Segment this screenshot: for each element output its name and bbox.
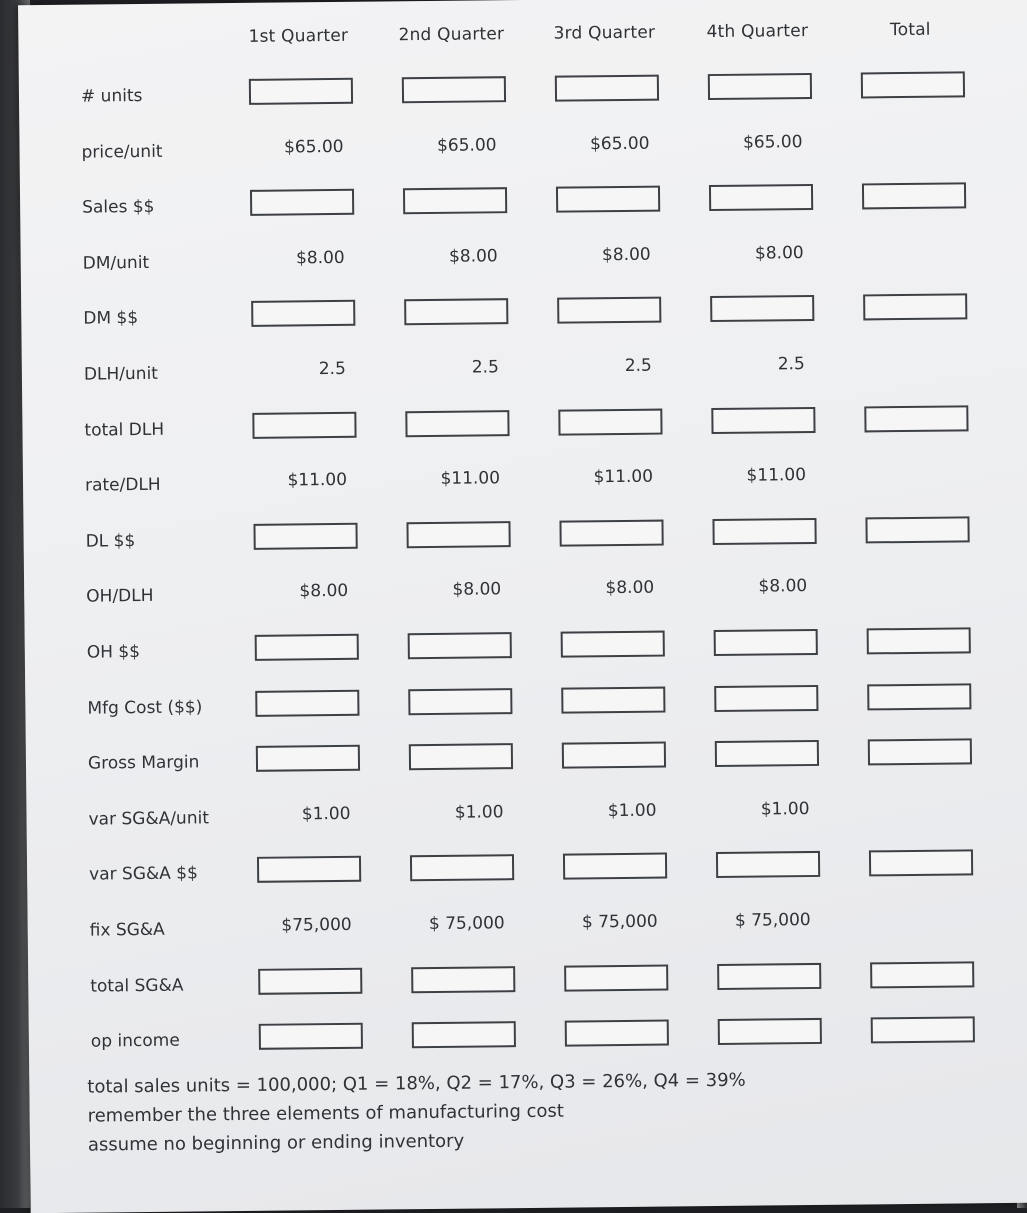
row-label: fix SG&A	[89, 919, 165, 941]
row-label: OH/DLH	[86, 586, 154, 607]
answer-box[interactable]	[252, 411, 356, 438]
given-value: $65.00	[742, 131, 803, 153]
answer-box-outline	[557, 297, 661, 324]
answer-box[interactable]	[862, 183, 966, 210]
given-value: $1.00	[454, 802, 504, 823]
answer-box-outline	[869, 850, 973, 877]
answer-box[interactable]	[710, 295, 814, 322]
given-value: $75,000	[281, 914, 352, 936]
answer-box-outline	[409, 743, 513, 770]
answer-box[interactable]	[408, 688, 512, 715]
answer-box[interactable]	[871, 1017, 975, 1044]
given-value-cell	[562, 797, 666, 824]
row-label: op income	[90, 1030, 180, 1052]
given-value: 2.5	[777, 354, 805, 375]
worksheet-row	[28, 956, 1027, 1007]
answer-box[interactable]	[562, 742, 666, 769]
answer-box-outline	[405, 410, 509, 437]
answer-box-outline	[718, 1018, 822, 1045]
answer-box[interactable]	[564, 964, 668, 991]
answer-box-outline	[710, 295, 814, 322]
answer-box-outline	[562, 742, 666, 769]
answer-box-outline	[561, 631, 665, 658]
given-value: $65.00	[436, 134, 497, 156]
column-header-total: Total	[889, 19, 931, 41]
answer-box-outline	[252, 411, 356, 438]
given-value: $11.00	[440, 468, 501, 490]
answer-box[interactable]	[403, 187, 507, 214]
worksheet-row	[22, 400, 1027, 451]
answer-box[interactable]	[868, 739, 972, 766]
worksheet-row	[28, 901, 1027, 952]
answer-box-outline	[717, 963, 821, 990]
answer-box[interactable]	[715, 740, 819, 767]
given-value-cell	[717, 907, 821, 934]
row-label: var SG&A $$	[89, 863, 199, 885]
note-line: assume no beginning or ending inventory	[87, 1130, 465, 1156]
answer-box-outline	[555, 75, 659, 102]
worksheet-row	[19, 67, 1027, 118]
answer-box-outline	[861, 71, 965, 98]
answer-box[interactable]	[711, 407, 815, 434]
given-value: $11.00	[593, 466, 654, 488]
answer-box-outline	[564, 964, 668, 991]
answer-box-outline	[862, 183, 966, 210]
given-value: $1.00	[607, 800, 657, 821]
answer-box-outline	[867, 627, 971, 654]
given-value: $8.00	[295, 247, 345, 269]
answer-box-outline	[714, 629, 818, 656]
answer-box[interactable]	[257, 856, 361, 883]
row-label: price/unit	[81, 141, 163, 163]
given-value-cell	[715, 796, 819, 823]
given-value: $ 75,000	[734, 910, 811, 931]
answer-box-outline	[257, 856, 361, 883]
answer-box[interactable]	[712, 518, 816, 545]
given-value-cell	[712, 462, 816, 489]
answer-box[interactable]	[557, 297, 661, 324]
given-value: $11.00	[287, 470, 348, 491]
given-value-cell	[407, 577, 511, 604]
given-value: $11.00	[746, 465, 807, 486]
row-label: DM $$	[83, 308, 139, 330]
row-label: # units	[80, 85, 143, 107]
answer-box-outline	[408, 632, 512, 659]
answer-box-outline	[864, 405, 968, 432]
answer-box[interactable]	[255, 689, 359, 716]
given-value-cell	[559, 464, 663, 491]
answer-box[interactable]	[255, 634, 359, 661]
given-value-cell	[406, 465, 510, 492]
given-value: 2.5	[471, 357, 499, 378]
worksheet-row	[26, 789, 1027, 840]
answer-box[interactable]	[408, 632, 512, 659]
given-value-cell	[254, 578, 358, 605]
answer-box[interactable]	[405, 410, 509, 437]
answer-box-outline	[714, 685, 818, 712]
given-value-cell	[409, 799, 513, 826]
answer-box[interactable]	[412, 1021, 516, 1048]
row-label: Gross Margin	[87, 752, 200, 774]
column-header-q3: 3rd Quarter	[553, 22, 656, 44]
given-value-cell	[249, 133, 353, 160]
given-value: $65.00	[283, 136, 344, 158]
given-value-cell	[402, 132, 506, 159]
given-value: $8.00	[452, 579, 502, 601]
answer-box-outline	[711, 407, 815, 434]
answer-box[interactable]	[865, 516, 969, 543]
worksheet-row	[20, 178, 1027, 229]
worksheet-row	[29, 1012, 1027, 1063]
row-label: rate/DLH	[84, 475, 161, 496]
answer-box-outline	[412, 1021, 516, 1048]
row-label: DLH/unit	[83, 363, 159, 385]
answer-box[interactable]	[563, 853, 667, 880]
answer-box[interactable]	[718, 1018, 822, 1045]
given-value: $8.00	[758, 576, 808, 597]
answer-box[interactable]	[402, 76, 506, 103]
answer-box[interactable]	[565, 1020, 669, 1047]
answer-box[interactable]	[716, 851, 820, 878]
answer-box[interactable]	[867, 683, 971, 710]
answer-box[interactable]	[555, 75, 659, 102]
row-label: DM/unit	[82, 252, 150, 274]
answer-box-outline	[870, 961, 974, 988]
answer-box[interactable]	[709, 184, 813, 211]
worksheet-row	[19, 122, 1027, 173]
answer-box[interactable]	[867, 627, 971, 654]
column-header-q2: 2nd Quarter	[398, 24, 505, 46]
given-value-cell	[708, 129, 812, 156]
answer-box-outline	[249, 78, 353, 105]
given-value-cell	[258, 912, 362, 939]
given-value-cell	[710, 240, 814, 267]
answer-box[interactable]	[714, 685, 818, 712]
answer-box[interactable]	[708, 73, 812, 100]
given-value-cell	[405, 354, 509, 381]
answer-box-outline	[561, 686, 665, 713]
worksheet-paper	[18, 0, 1027, 1213]
answer-box-outline	[716, 851, 820, 878]
answer-box-outline	[258, 967, 362, 994]
answer-box[interactable]	[561, 631, 665, 658]
row-label: var SG&A/unit	[88, 808, 210, 830]
worksheet-row	[23, 456, 1027, 507]
answer-box-outline	[402, 76, 506, 103]
answer-box[interactable]	[404, 299, 508, 326]
answer-box-outline	[865, 516, 969, 543]
answer-box[interactable]	[870, 961, 974, 988]
answer-box-outline	[867, 683, 971, 710]
answer-box-outline	[863, 294, 967, 321]
given-value: $8.00	[299, 581, 349, 602]
answer-box-outline	[259, 1023, 363, 1050]
answer-box-outline	[715, 740, 819, 767]
answer-box-outline	[255, 689, 359, 716]
answer-box[interactable]	[558, 408, 662, 435]
worksheet-row	[22, 345, 1027, 396]
answer-box[interactable]	[249, 78, 353, 105]
answer-box-outline	[253, 523, 357, 550]
answer-box[interactable]	[250, 189, 354, 216]
given-value-cell	[404, 243, 508, 270]
answer-box-outline	[255, 634, 359, 661]
answer-box-outline	[868, 739, 972, 766]
answer-box-outline	[556, 186, 660, 213]
answer-box[interactable]	[559, 519, 663, 546]
worksheet-row	[21, 234, 1027, 285]
answer-box[interactable]	[556, 186, 660, 213]
answer-box-outline	[411, 966, 515, 993]
answer-box-outline	[250, 189, 354, 216]
given-value-cell	[713, 573, 817, 600]
instructions-notes	[87, 1066, 746, 1160]
worksheet-row	[27, 845, 1027, 896]
answer-box-outline	[408, 688, 512, 715]
answer-box[interactable]	[863, 294, 967, 321]
answer-box[interactable]	[717, 963, 821, 990]
given-value: $1.00	[760, 798, 810, 820]
given-value-cell	[711, 351, 815, 378]
row-label: total SG&A	[90, 975, 184, 997]
answer-box[interactable]	[409, 743, 513, 770]
worksheet-row	[25, 678, 1027, 729]
worksheet-row	[25, 623, 1027, 674]
answer-box-outline	[256, 745, 360, 772]
given-value: $8.00	[448, 246, 498, 267]
given-value: $ 75,000	[581, 911, 658, 933]
given-value: 2.5	[318, 358, 346, 380]
answer-box[interactable]	[251, 300, 355, 327]
answer-box[interactable]	[861, 71, 965, 98]
answer-box-outline	[708, 73, 812, 100]
given-value: $65.00	[589, 133, 650, 154]
answer-box-outline	[251, 300, 355, 327]
given-value-cell	[253, 467, 357, 494]
worksheet-row	[26, 734, 1027, 785]
answer-box[interactable]	[411, 966, 515, 993]
given-value: $1.00	[301, 803, 351, 825]
worksheet-row	[24, 567, 1027, 618]
given-value: $8.00	[754, 242, 804, 264]
column-header-row	[18, 9, 1027, 50]
column-header-q4: 4th Quarter	[706, 21, 809, 43]
row-label: Mfg Cost ($$)	[87, 696, 203, 719]
answer-box[interactable]	[714, 629, 818, 656]
answer-box[interactable]	[561, 686, 665, 713]
answer-box-outline	[558, 408, 662, 435]
given-value: $ 75,000	[428, 913, 505, 935]
given-value: $8.00	[605, 578, 655, 599]
given-value-cell	[558, 353, 662, 380]
answer-box-outline	[565, 1020, 669, 1047]
answer-box[interactable]	[410, 855, 514, 882]
column-header-q1: 1st Quarter	[248, 25, 349, 47]
answer-box-outline	[559, 519, 663, 546]
given-value-cell	[411, 910, 515, 937]
row-label: DL $$	[85, 530, 136, 552]
given-value-cell	[555, 130, 659, 157]
answer-box-outline	[404, 299, 508, 326]
answer-box[interactable]	[406, 521, 510, 548]
given-value-cell	[557, 241, 661, 268]
given-value-cell	[564, 909, 668, 936]
note-line: total sales units = 100,000; Q1 = 18%, Q2 = 17%, Q3 = 26%, Q4 = 39%	[87, 1069, 746, 1098]
given-value: 2.5	[624, 355, 652, 376]
answer-box-outline	[563, 853, 667, 880]
answer-box-outline	[406, 521, 510, 548]
row-label: total DLH	[84, 419, 165, 441]
worksheet-row	[21, 289, 1027, 340]
answer-box-outline	[871, 1017, 975, 1044]
given-value-cell	[256, 801, 360, 828]
answer-box[interactable]	[864, 405, 968, 432]
answer-box[interactable]	[256, 745, 360, 772]
worksheet-row	[23, 511, 1027, 562]
answer-box-outline	[410, 855, 514, 882]
answer-box[interactable]	[259, 1023, 363, 1050]
note-line: remember the three elements of manufacturing cost	[87, 1100, 565, 1127]
row-label: OH $$	[86, 642, 141, 663]
given-value-cell	[251, 245, 355, 272]
answer-box-outline	[712, 518, 816, 545]
row-label: Sales $$	[82, 197, 155, 218]
answer-box[interactable]	[258, 967, 362, 994]
given-value-cell	[560, 575, 664, 602]
answer-box[interactable]	[253, 523, 357, 550]
answer-box-outline	[403, 187, 507, 214]
given-value: $8.00	[601, 244, 651, 265]
answer-box[interactable]	[869, 850, 973, 877]
given-value-cell	[252, 356, 356, 383]
answer-box-outline	[709, 184, 813, 211]
